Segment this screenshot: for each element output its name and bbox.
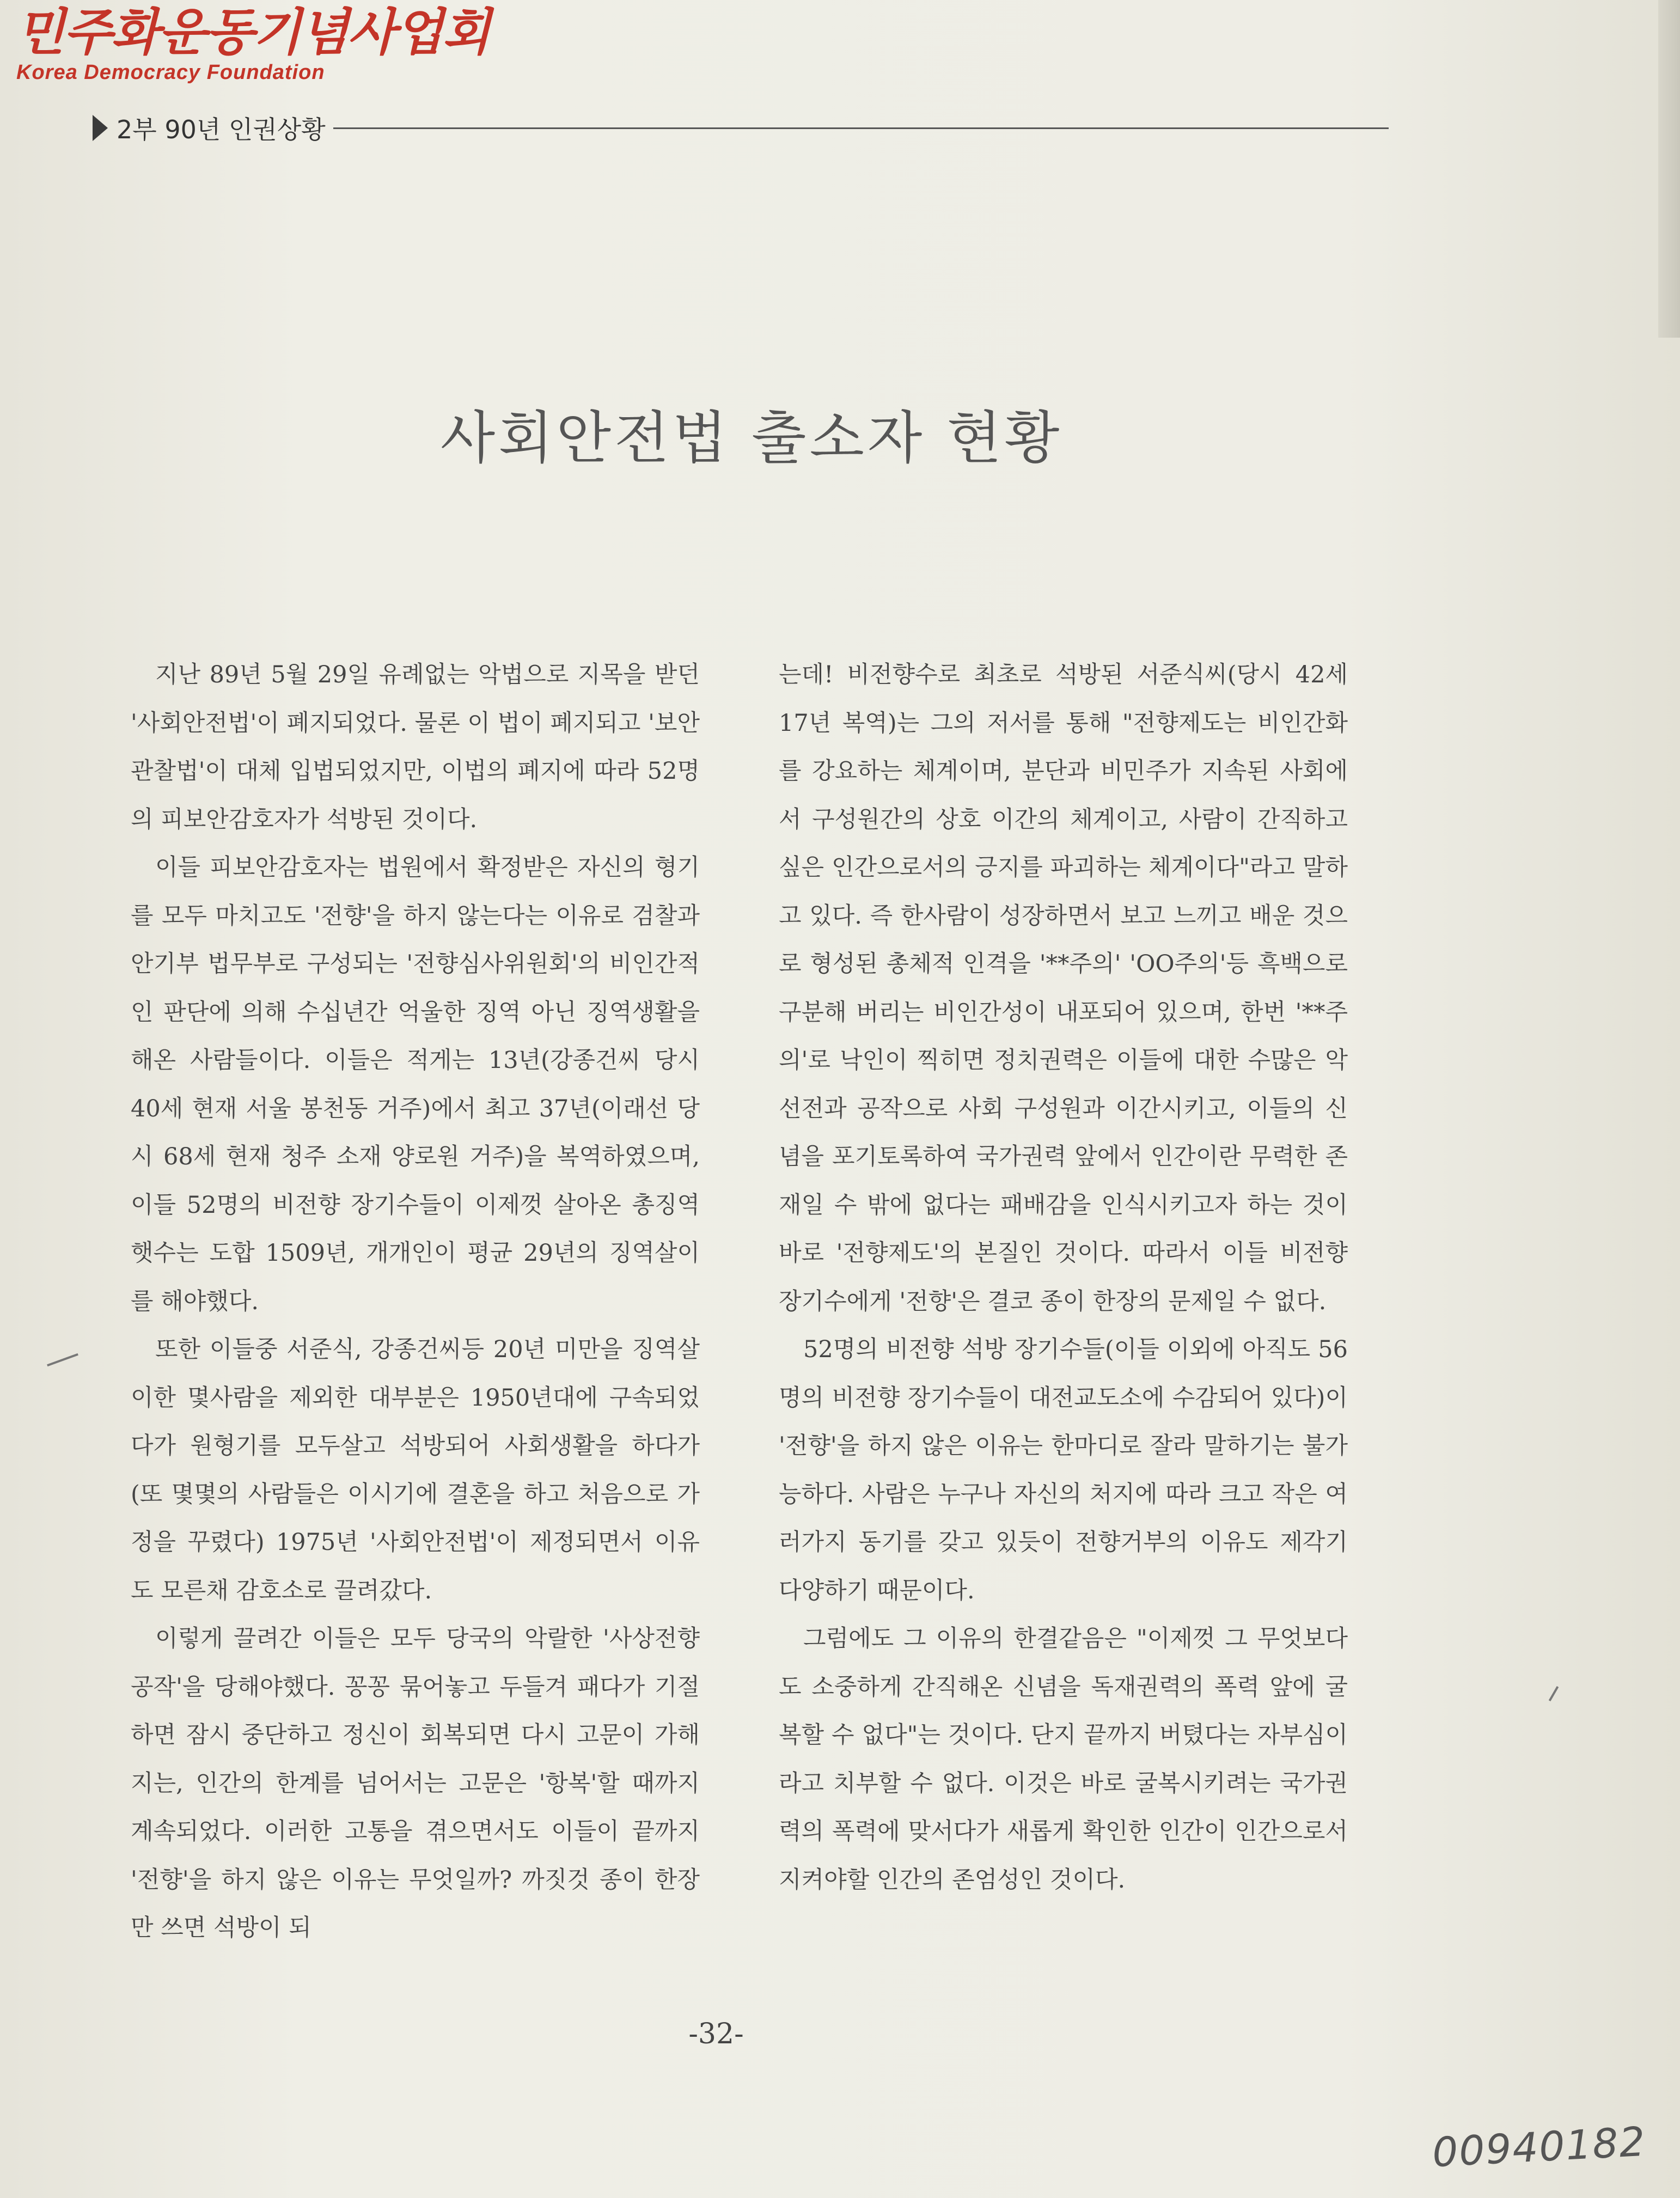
logo-korean: 민주화운동기념사업회 <box>16 3 490 62</box>
foundation-logo <box>16 3 490 84</box>
logo-english: Korea Democracy Foundation <box>16 61 325 84</box>
section-label: 2부 90년 인권상황 <box>117 115 326 144</box>
header-rule <box>333 127 1389 129</box>
paragraph: 그럼에도 그 이유의 한결같음은 "이제껏 그 무엇보다도 소중하게 간직해온 신념을 독재권력의 폭력 앞에 굴복할 수 없다"는 것이다. 단지 끝까지 버텼다는 자부심이라고 치부할 수 없다. 이것은 바로 굴복시키려는 국가권력의 폭력에 맞서다가 새롭게 확인한 인간이 인간으로서 지켜야할 인간의 존엄성인 것이다. <box>779 1625 1348 1894</box>
paragraph: 이들 피보안감호자는 법원에서 확정받은 자신의 형기를 모두 마치고도 '전향'을 하지 않는다는 이유로 검찰과 안기부 법무부로 구성되는 '전향심사위원회'의 비인간적인 판단에 의해 수십년간 억울한 징역 아닌 징역생활을 해온 사람들이다. 이들은 적게는 13년(강종건씨 당시 40세 현재 서울 봉천동 거주)에서 최고 37년(이래선 당시 68세 현재 청주 소재 양로원 거주)을 복역하였으며, 이들 52명의 비전향 장기수들이 이제껏 살아온 총징역햇수는 도합 1509년, 개개인이 평균 29년의 징역살이를 해야했다. <box>131 854 700 1315</box>
section-header <box>93 109 1389 147</box>
triangle-bullet-icon <box>93 115 108 141</box>
paragraph: 이렇게 끌려간 이들은 모두 당국의 악랄한 '사상전향공작'을 당해야했다. 꽁꽁 묶어놓고 두들겨 패다가 기절하면 잠시 중단하고 정신이 회복되면 다시 고문이 가해지는, 인간의 한계를 넘어서는 고문은 '항복'할 때까지 계속되었다. 이러한 고통을 겪으면서도 이들이 끝까지 '전향'을 하지 않은 이유는 무엇일까? 까짓것 종이 한장만 쓰면 석방이 되 <box>131 1625 700 1941</box>
page-number: -32- <box>688 2018 744 2050</box>
page-title: 사회안전법 출소자 현황 <box>440 405 1063 471</box>
paragraph: 또한 이들중 서준식, 강종건씨등 20년 미만을 징역살이한 몇사람을 제외한 대부분은 1950년대에 구속되었다가 원형기를 모두살고 석방되어 사회생활을 하다가 (또 몇몇의 사람들은 이시기에 결혼을 하고 처음으로 가정을 꾸렸다) 1975년 '사회안전법'이 제정되면서 이유도 모른채 감호소로 끌려갔다. <box>131 1336 700 1604</box>
paragraph: 지난 89년 5월 29일 유례없는 악법으로 지목을 받던 '사회안전법'이 폐지되었다. 물론 이 법이 폐지되고 '보안관찰법'이 대체 입법되었지만, 이법의 폐지에 따라 52명의 피보안감호자가 석방된 것이다. <box>131 661 700 833</box>
paragraph: 52명의 비전향 석방 장기수들(이들 이외에 아직도 56명의 비전향 장기수들이 대전교도소에 수감되어 있다)이 '전향'을 하지 않은 이유는 한마디로 잘라 말하기는 불가능하다. 사람은 누구나 자신의 처지에 따라 크고 작은 여러가지 동기를 갖고 있듯이 전향거부의 이유도 제각기 다양하기 때문이다. <box>779 1336 1348 1604</box>
scan-edge-shadow <box>1658 0 1680 338</box>
paragraph: 는데! 비전향수로 최초로 석방된 서준식씨(당시 42세 17년 복역)는 그의 저서를 통해 "전향제도는 비인간화를 강요하는 체계이며, 분단과 비민주가 지속된 사회에서 구성원간의 상호 이간의 체계이고, 사람이 간직하고 싶은 인간으로서의 긍지를 파괴하는 체계이다"라고 말하고 있다. 즉 한사람이 성장하면서 보고 느끼고 배운 것으로 형성된 총체적 인격을 '**주의' 'OO주의'등 흑백으로 구분해 버리는 비인간성이 내포되어 있으며, 한번 '**주의'로 낙인이 찍히면 정치권력은 이들에 대한 수많은 악선전과 공작으로 사회 구성원과 이간시키고, 이들의 신념을 포기토록하여 국가권력 앞에서 인간이란 무력한 존재일 수 밖에 없다는 패배감을 인식시키고자 하는 것이 바로 '전향제도'의 본질인 것이다. 따라서 이들 비전향 장기수에게 '전향'은 결코 종이 한장의 문제일 수 없다. <box>779 661 1348 1315</box>
handwritten-document-code: 00940182 <box>1431 2118 1647 2177</box>
right-column <box>779 651 1348 1904</box>
left-column <box>131 651 700 1952</box>
